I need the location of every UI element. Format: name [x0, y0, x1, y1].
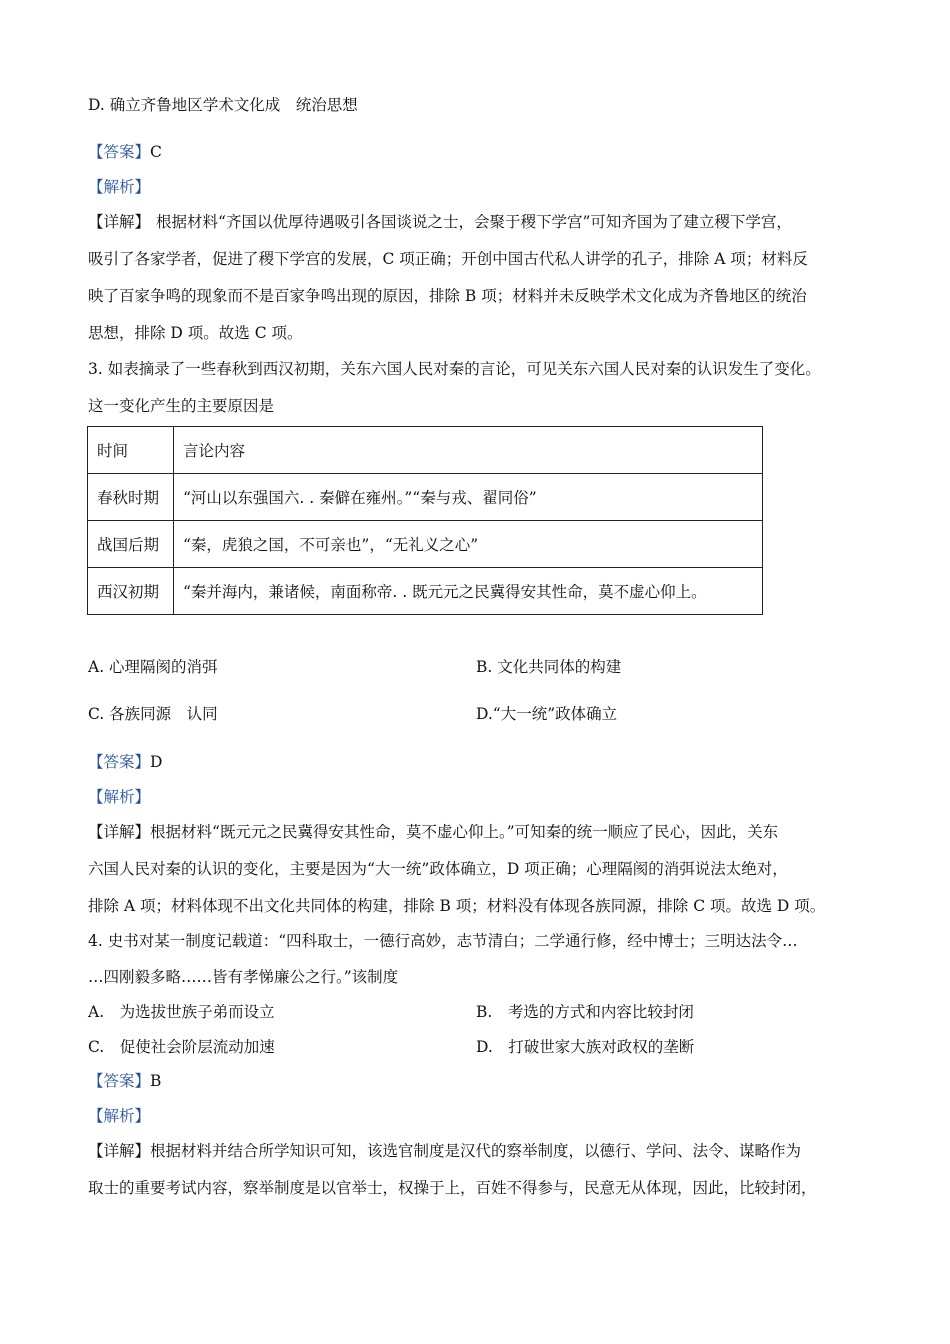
q2-answer-tag: 【答案】 — [88, 143, 151, 161]
table-cell-period: 西汉初期 — [88, 568, 174, 615]
q2-detail-tag: 【详解】 — [88, 213, 151, 231]
q2-answer-value: C — [150, 143, 162, 161]
q3-answer — [88, 752, 162, 772]
q3-option-a: A. 心理隔阂的消弭 — [88, 658, 218, 676]
q4-detail-tag: 【详解】 — [88, 1142, 151, 1160]
q3-option-d: D.“大一统”政体确立 — [476, 705, 618, 723]
q3-detail-text-1: 根据材料“既元元之民冀得安其性命，莫不虚心仰上。”可知秦的统一顺应了民心，因此，关东 — [150, 823, 779, 841]
q2-answer — [88, 142, 162, 162]
q2-detail-line-4: 思想，排除 D 项。故选 C 项。 — [88, 324, 303, 342]
q4-stem-line-2: …四刚毅多略……皆有孝悌廉公之行。”该制度 — [88, 968, 399, 986]
q3-answer-value: D — [150, 753, 163, 771]
q4-detail-line-2: 取士的重要考试内容，察举制度是以官举士，权操于上，百姓不得参与，民意无从体现，因此，比较封闭， — [88, 1179, 817, 1197]
q4-option-a: A. 为选拔世族子弟而设立 — [88, 1003, 275, 1021]
q4-option-b: B. 考选的方式和内容比较封闭 — [476, 1003, 694, 1021]
q4-answer-tag: 【答案】 — [88, 1072, 151, 1090]
q3-option-b: B. 文化共同体的构建 — [476, 658, 622, 676]
q4-option-c: C. 促使社会阶层流动加速 — [88, 1038, 275, 1056]
q2-detail-line-1 — [88, 212, 792, 232]
q3-analysis-tag: 【解析】 — [88, 788, 151, 806]
q4-option-d: D. 打破世家大族对政权的垄断 — [476, 1038, 695, 1056]
table-row — [88, 568, 763, 615]
q3-stem-line-1: 3. 如表摘录了一些春秋到西汉初期，关东六国人民对秦的言论，可见关东六国人民对秦的认识发生了变化。 — [88, 360, 821, 378]
q3-detail-line-3: 排除 A 项；材料体现不出文化共同体的构建，排除 B 项；材料没有体现各族同源，排除 C 项。故选 D 项。 — [88, 897, 826, 915]
q2-detail-line-3: 映了百家争鸣的现象而不是百家争鸣出现的原因，排除 B 项；材料并未反映学术文化成为齐鲁地区的统治 — [88, 287, 807, 305]
table-cell-quote: “秦，虎狼之国，不可亲也”，“无礼义之心” — [174, 521, 763, 568]
q3-stem-line-2: 这一变化产生的主要原因是 — [88, 397, 275, 415]
q2-detail-line-2: 吸引了各家学者，促进了稷下学宫的发展，C 项正确；开创中国古代私人讲学的孔子，排除 A 项；材料反 — [88, 250, 808, 268]
q4-detail-text-1: 根据材料并结合所学知识可知，该选官制度是汉代的察举制度，以德行、学问、法令、谋略作为 — [150, 1142, 802, 1160]
table-cell-period: 春秋时期 — [88, 474, 174, 521]
q4-answer — [88, 1071, 161, 1091]
q3-option-c: C. 各族同源 认同 — [88, 705, 218, 723]
table-header-cell: 时间 — [88, 427, 174, 474]
q3-detail-line-1 — [88, 822, 778, 842]
table-header-row — [88, 427, 763, 474]
table-row — [88, 474, 763, 521]
table-header-cell: 言论内容 — [174, 427, 763, 474]
q3-quote-table — [87, 426, 763, 615]
q4-answer-value: B — [150, 1072, 162, 1090]
q3-detail-tag: 【详解】 — [88, 823, 151, 841]
q2-option-d: D. 确立齐鲁地区学术文化成 统治思想 — [88, 96, 358, 114]
table-row — [88, 521, 763, 568]
q4-analysis-tag: 【解析】 — [88, 1107, 151, 1125]
q3-answer-tag: 【答案】 — [88, 753, 151, 771]
table-cell-period: 战国后期 — [88, 521, 174, 568]
table-cell-quote: “秦并海内，兼诸候，南面称帝. . 既元元之民冀得安其性命，莫不虚心仰上。 — [174, 568, 763, 615]
q2-detail-text-1: 根据材料“齐国以优厚待遇吸引各国谈说之士，会聚于稷下学宫”可知齐国为了建立稷下学宫， — [156, 213, 792, 231]
table-cell-quote: “河山以东强国六. . 秦僻在雍州。”“秦与戎、翟同俗” — [174, 474, 763, 521]
q4-stem-line-1: 4. 史书对某一制度记载道：“四科取士，一德行高妙，志节清白；二学通行修，经中博士；三明达法令… — [88, 932, 798, 950]
q3-detail-line-2: 六国人民对秦的认识的变化，主要是因为“大一统”政体确立，D 项正确；心理隔阂的消弭说法太绝对， — [88, 860, 788, 878]
q4-detail-line-1 — [88, 1141, 801, 1161]
q2-analysis-tag: 【解析】 — [88, 178, 151, 196]
